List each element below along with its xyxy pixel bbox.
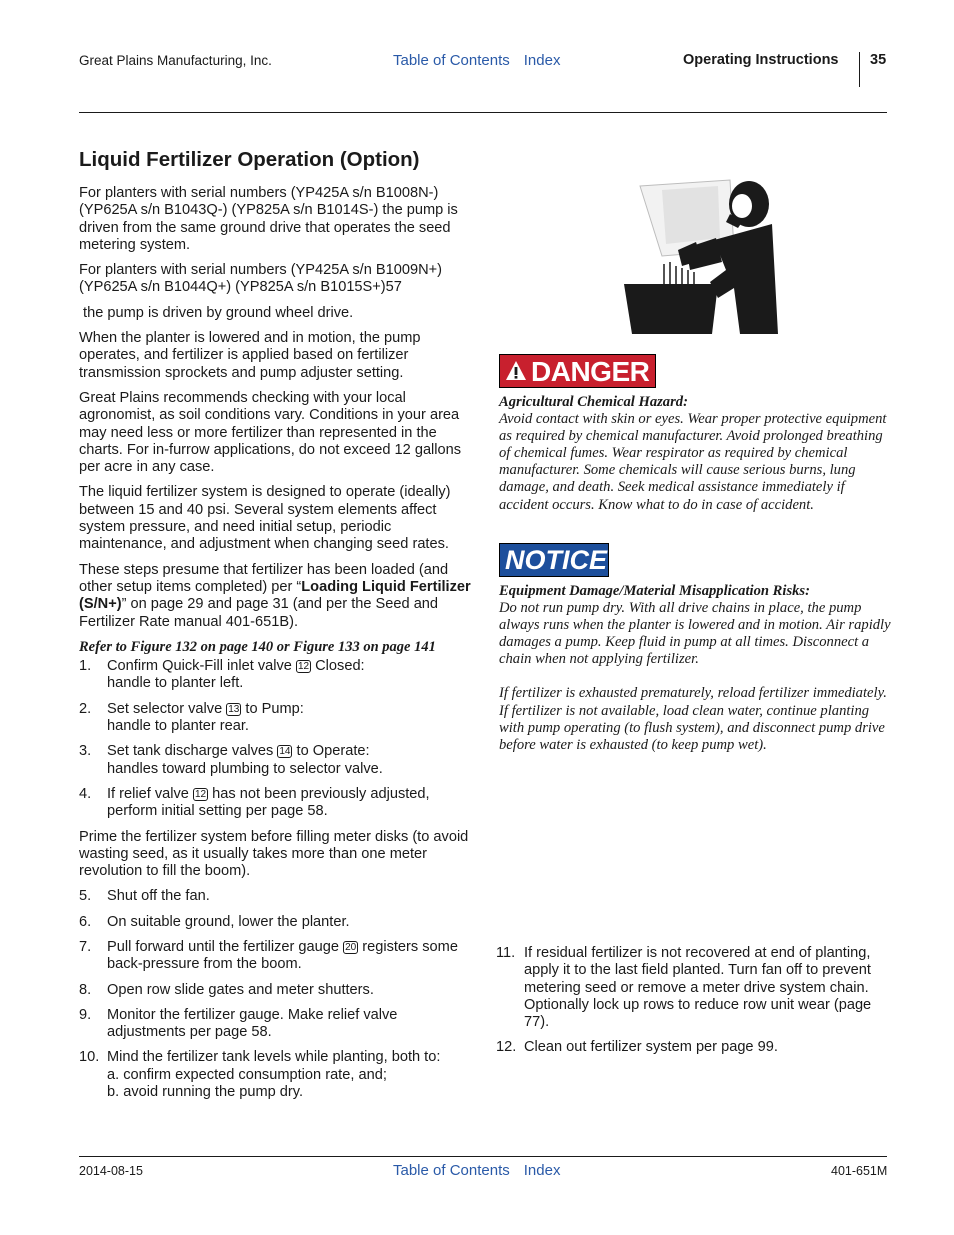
page-title: Liquid Fertilizer Operation (Option) [79,148,420,171]
notice-body: Do not run pump dry. With all drive chains in place, the pump always runs when the planter is lowered and in motion. Air rapidly damages a pump. Keep fluid in pump at all times. Disconnect a chain when not applying fertilizer. [499,600,891,668]
callout-ref: 20 [345,941,357,953]
list-item: 5. Shut off the fan. [79,888,210,905]
step-list [79,658,471,820]
footer-nav [393,1162,574,1179]
notice-message [499,583,891,754]
header-rule [79,112,887,113]
paragraph: When the planter is lowered and in motion, the pump operates, and fertilizer is applied based on fertilizer transmission sprockets and pump adjuster setting. [79,330,421,381]
danger-heading: Agricultural Chemical Hazard: [499,394,688,410]
left-column [79,148,471,1109]
list-item: 12. Clean out fertilizer system per page 99. [496,1039,778,1056]
footer-date: 2014-08-15 [79,1164,143,1178]
list-item: 10. Mind the fertilizer tank levels while planting, both to: a. confirm expected consumption rate, and; b. avoid running the pump dry. [79,1049,441,1101]
paragraph: These steps presume that fertilizer has been loaded (and other setup items completed) per “Loading Liquid Fertilizer (S/N+)” on page 29 and page 31 (and per the Seed and Fertilizer Rate manual 401-651B). [79,561,471,630]
list-item: 8. Open row slide gates and meter shutters. [79,981,374,998]
notice-heading: Equipment Damage/Material Misapplication Risks: [499,583,810,599]
right-column-steps [496,945,888,1065]
header-index-link[interactable]: Index [523,52,561,69]
callout-ref: 13 [228,703,240,715]
callout-ref: 12 [194,788,207,800]
header-divider [859,52,860,87]
notice-label: NOTICE [505,545,608,575]
list-item: 4. If relief valve 12 has not been previously adjusted, perform initial setting per page 58. [79,785,430,820]
danger-label: DANGER [531,356,650,387]
list-item: 3. Set tank discharge valves 14 to Operate: handles toward plumbing to selector valve. [79,743,383,777]
list-item: 6. On suitable ground, lower the planter. [79,913,350,930]
notice-sign [499,543,609,577]
footer-doc-number: 401-651M [831,1164,888,1178]
list-item: 9. Monitor the fertilizer gauge. Make relief valve adjustments per page 58. [79,1006,398,1041]
paragraph: the pump is driven by ground wheel drive. [79,304,354,321]
danger-sign [499,354,656,388]
step-list [79,888,471,1101]
header-company: Great Plains Manufacturing, Inc. [79,53,272,68]
figure-reference: Refer to Figure 132 on page 140 or Figure 133 on page 141 [79,638,436,655]
warning-triangle-icon [505,360,527,382]
list-item: 11. If residual fertilizer is not recovered at end of planting, apply it to the last field planted. Turn fan off to prevent metering seed or remove a meter drive system chain. Optionally lock up rows to reduce row unit wear (page 77). [496,945,872,1031]
footer-rule [79,1156,887,1157]
header-nav [393,52,574,69]
step-list [496,945,888,1057]
paragraph: For planters with serial numbers (YP425A s/n B1008N-) (YP625A s/n B1043Q-) (YP825A s/n B1014S-) the pump is driven from the same ground drive that operates the seed metering system. [79,185,458,253]
list-item: 2. Set selector valve 13 to Pump: handle to planter rear. [79,700,304,735]
cross-reference[interactable]: Loading Liquid Fertilizer (S/N+) [79,578,471,613]
footer-toc-link[interactable]: Table of Contents [393,1162,510,1179]
footer-index-link[interactable]: Index [523,1162,561,1179]
notice-body: If fertilizer is exhausted prematurely, reload fertilizer immediately. If fertilizer is not available, load clean water, continue planting with pump operating (to flush system), and disconnect pump drive before water is exhausted (to keep pump wet). [499,685,887,753]
callout-ref: 12 [297,661,310,673]
list-item: 1. Confirm Quick-Fill inlet valve 12 Closed: handle to planter left. [79,658,365,692]
header-section-title: Operating Instructions [683,52,839,68]
page-number: 35 [870,52,887,68]
header-toc-link[interactable]: Table of Contents [393,52,510,69]
paragraph: Great Plains recommends checking with your local agronomist, as soil conditions vary. Conditions in your area may need less or more fertilizer than represented in the charts. For in-furrow applications, do not exceed 12 gallons per acre in any case. [79,389,462,476]
danger-message [499,394,891,514]
paragraph: The liquid fertilizer system is designed to operate (ideally) between 15 and 40 psi. Several system elements affect system pressure, and need initial setup, periodic maintenance, and adjustment when changing seed rates. [79,484,451,553]
paragraph: For planters with serial numbers (YP425A s/n B1009N+) (YP625A s/n B1044Q+) (YP825A s/n B1015S+)57 [79,262,442,296]
callout-ref: 14 [279,746,291,758]
chemical-hazard-illustration [622,178,778,334]
danger-body: Avoid contact with skin or eyes. Wear proper protective equipment as required by chemical manufacturer. Avoid prolonged breathing of chemical fumes. Wear respirator as required by chemical manufacturer. Some chemicals will cause serious burns, lung damage, and death. Seek medical assistance immediately if accident occurs. Know what to do in case of accident. [499,411,887,513]
paragraph: Prime the fertilizer system before filling meter disks (to avoid wasting seed, as it usually takes more than one meter revolution to fill the boom). [79,828,469,880]
list-item: 7. Pull forward until the fertilizer gauge 20 registers some back-pressure from the boom. [79,938,458,973]
